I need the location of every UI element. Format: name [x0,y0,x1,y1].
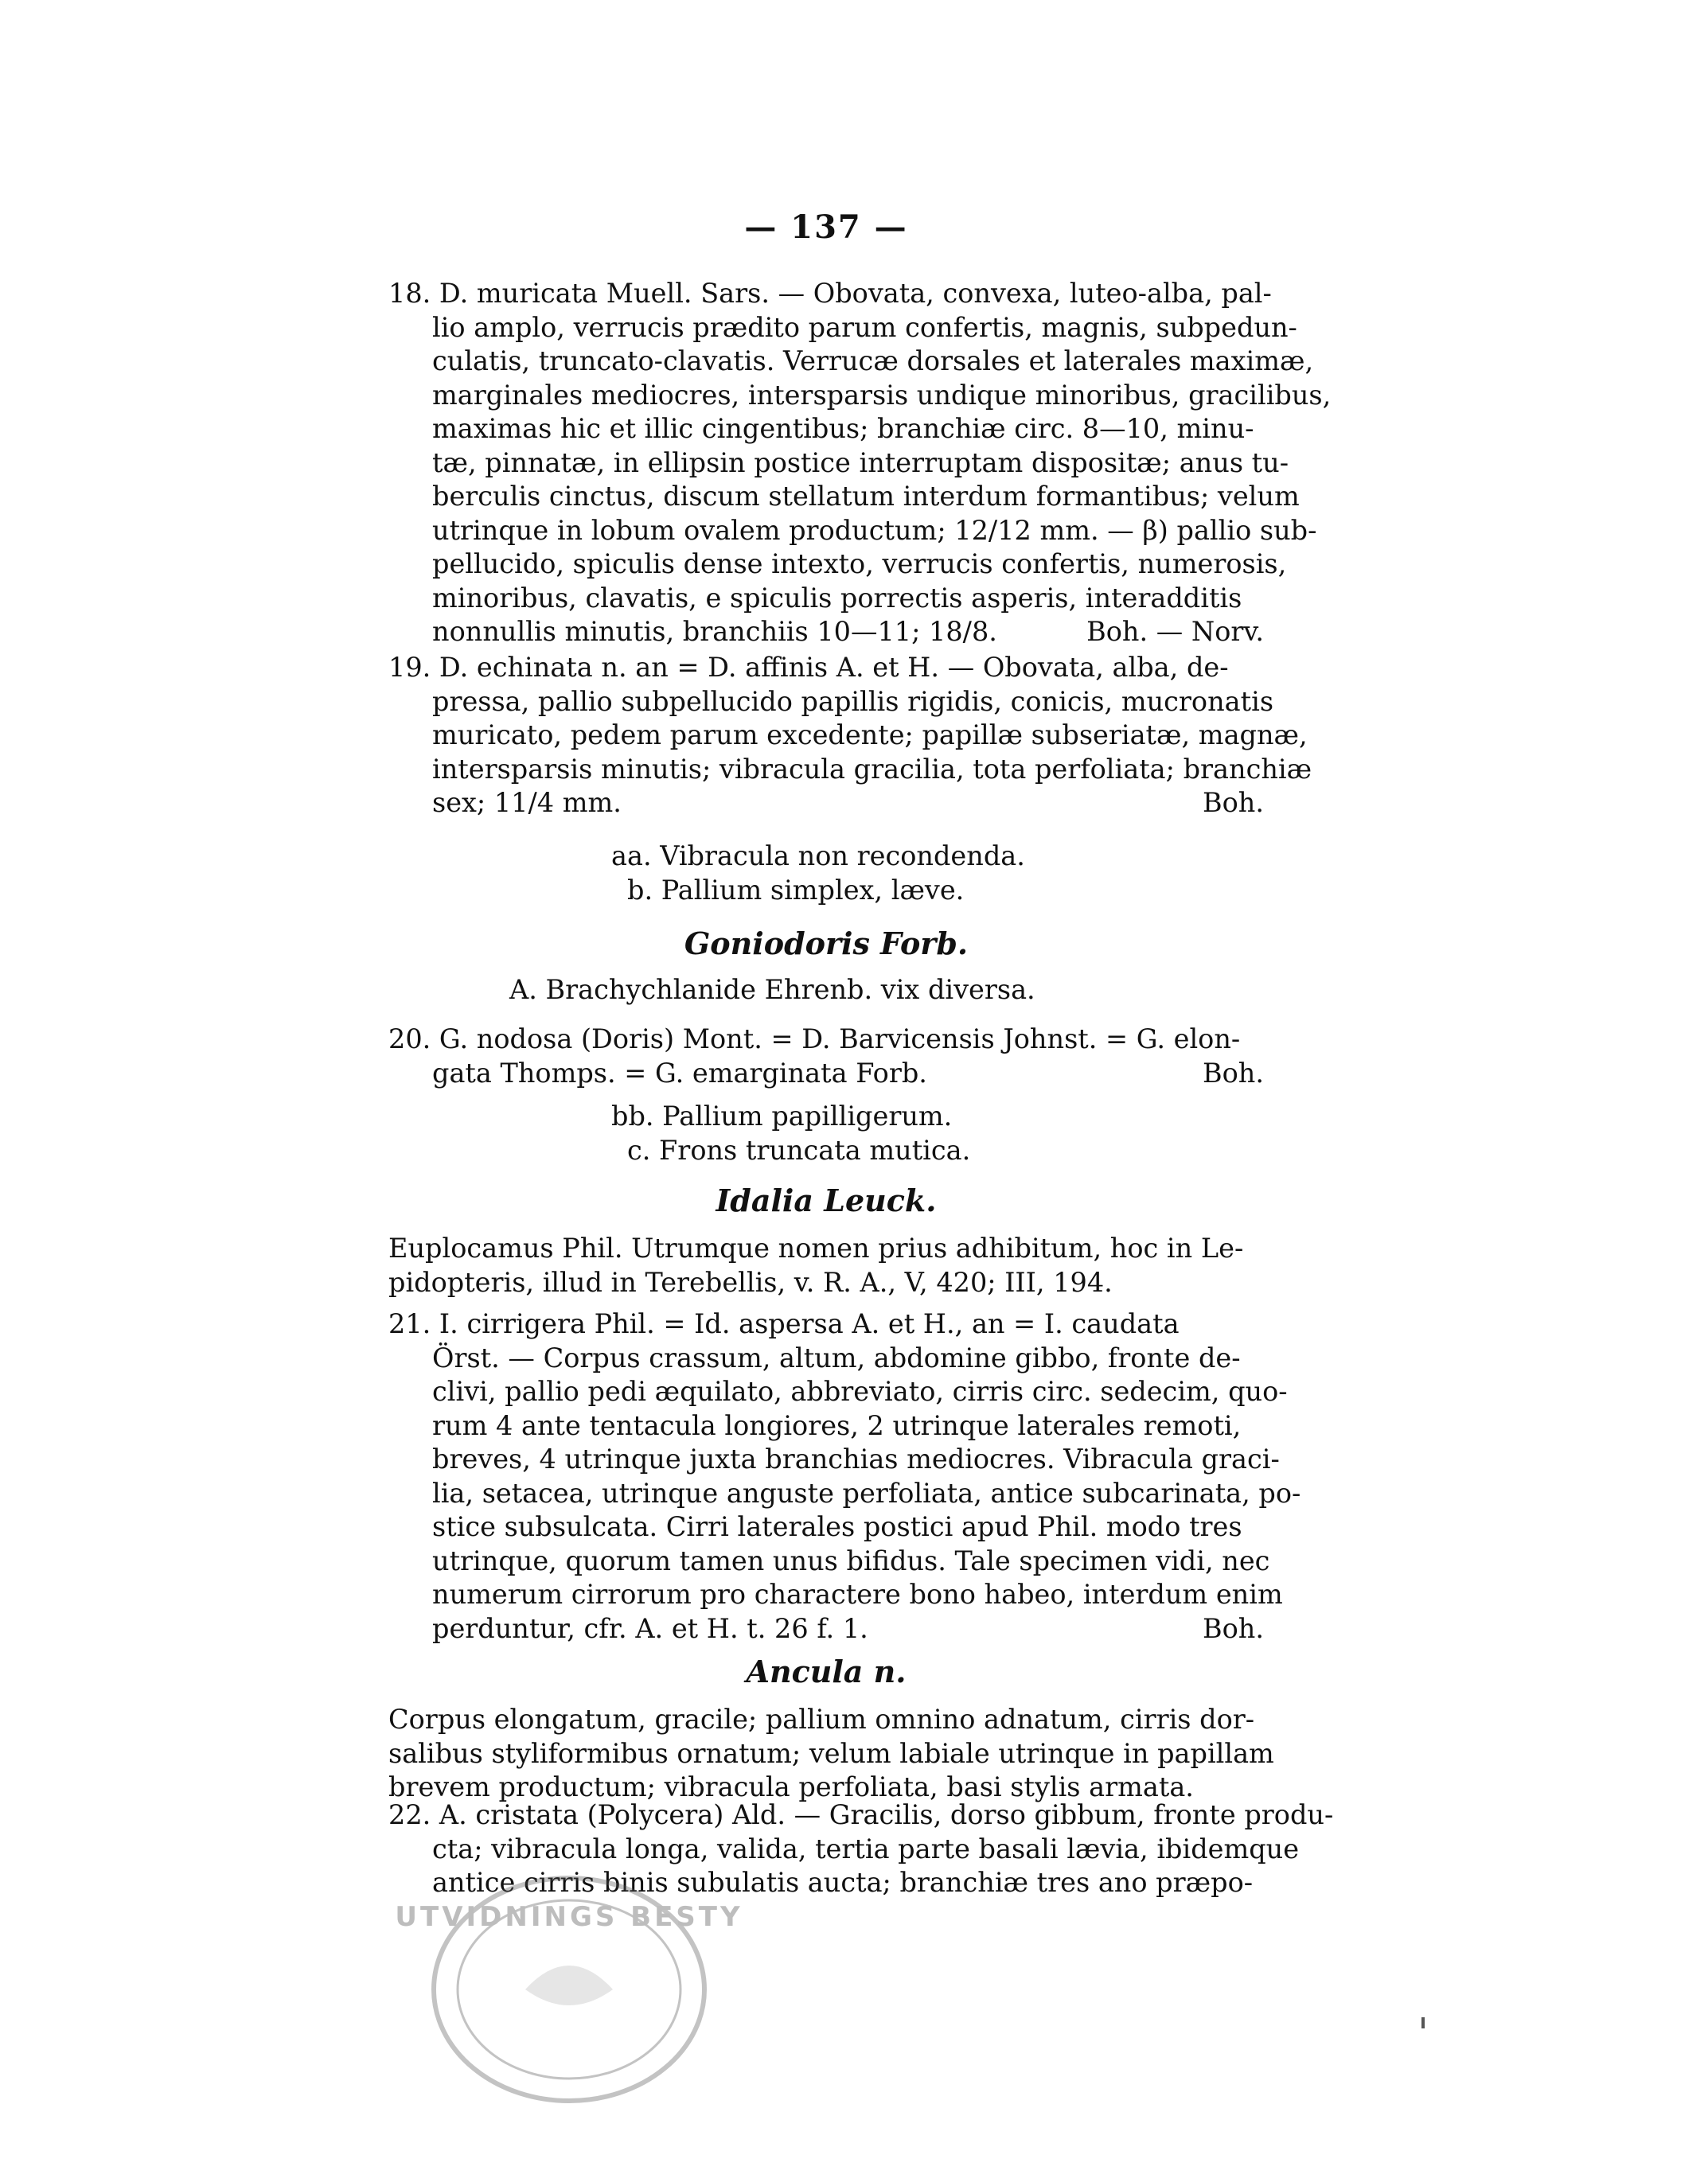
text-line: tæ, pinnatæ, in ellipsin postice interruptam dispositæ; anus tu- [432,446,1289,478]
locality-label: Boh. [1202,787,1264,818]
text-line: gata Thomps. = G. emarginata Forb. Boh. [388,1057,1264,1091]
text-line: lio amplo, verrucis prædito parum confertis, magnis, subpedun- [432,311,1297,343]
genus-heading-idalia: Idalia Leuck. [716,1183,937,1218]
text-line: brevem productum; vibracula perfoliata, basi stylis armata. [388,1771,1194,1802]
text-line: salibus styliformibus ornatum; velum labiale utrinque in papillam [388,1737,1274,1769]
locality-label: Boh. — Norv. [1086,616,1264,647]
text-line: minoribus, clavatis, e spiculis porrectis asperis, interadditis [432,582,1242,614]
text-line: marginales mediocres, intersparsis undique minoribus, gracilibus, [432,379,1332,411]
text-line: maximas hic et illic cingentibus; branchiæ circ. 8—10, minu- [432,413,1254,444]
text-line: 19. D. echinata n. an = D. affinis A. et H. — Obovata, alba, de- [388,652,1229,683]
text-line: pellucido, spiculis dense intexto, verrucis confertis, numerosis, [432,548,1287,579]
text-line: stice subsulcata. Cirri laterales postici apud Phil. modo tres [432,1511,1242,1542]
text-line: rum 4 ante tentacula longiores, 2 utrinque laterales remoti, [432,1409,1242,1441]
text-line: berculis cinctus, discum stellatum interdum formantibus; velum [432,481,1300,512]
entry-20 [388,1023,1264,1090]
svg-text:UTVIDNINGS BESTY: UTVIDNINGS BESTY [395,1901,743,1933]
key-b: b. Pallium simplex, læve. [627,875,965,906]
key-A: A. Brachychlanide Ehrenb. vix diversa. [509,974,1035,1005]
text-line: 22. A. cristata (Polycera) Ald. — Gracilis, dorso gibbum, fronte produ- [388,1799,1334,1830]
text-line: lia, setacea, utrinque anguste perfoliata, antice subcarinata, po- [432,1477,1301,1509]
entry-18 [388,277,1332,649]
text-line: sex; 11/4 mm. Boh. [388,786,1264,820]
text-line: nonnullis minutis, branchiis 10—11; 18/8. Boh. — Norv. [388,615,1264,649]
text-line: antice cirris binis subulatis aucta; branchiæ tres ano præpo- [432,1867,1254,1898]
text-line: 20. G. nodosa (Doris) Mont. = D. Barvicensis Johnst. = G. elon- [388,1023,1241,1054]
text-line: clivi, pallio pedi æquilato, abbreviato, cirris circ. sedecim, quo- [432,1376,1288,1407]
text-line: muricato, pedem parum excedente; papillæ subseriatæ, magnæ, [432,719,1308,750]
genus-description-ancula [388,1703,1274,1805]
genus-heading-goniodoris: Goniodoris Forb. [684,925,969,961]
text-line: pressa, pallio subpellucido papillis rigidis, conicis, mucronatis [432,685,1274,717]
text-line: breves, 4 utrinque juxta branchias mediocres. Vibracula graci- [432,1444,1280,1475]
text-line: Corpus elongatum, gracile; pallium omnino adnatum, cirris dor- [388,1704,1255,1735]
genus-heading-ancula: Ancula n. [746,1654,907,1689]
library-stamp [395,1870,743,2045]
text-line: perduntur, cfr. A. et H. t. 26 f. 1. Boh. [388,1612,1264,1646]
key-c: c. Frons truncata mutica. [627,1135,971,1166]
text-line: culatis, truncato-clavatis. Verrucæ dorsales et laterales maximæ, [432,345,1314,376]
text-line: utrinque, quorum tamen unus bifidus. Tale specimen vidi, nec [432,1545,1270,1576]
page-number: — 137 — [744,208,908,246]
key-bb: bb. Pallium papilligerum. [611,1101,953,1132]
text-line: numerum cirrorum pro charactere bono habeo, interdum enim [432,1579,1283,1610]
entry-19 [388,651,1312,820]
text-line: intersparsis minutis; vibracula gracilia, tota perfoliata; branchiæ [432,753,1312,785]
text-line: 21. I. cirrigera Phil. = Id. aspersa A. et H., an = I. caudata [388,1308,1180,1339]
text-line: cta; vibracula longa, valida, tertia parte basali lævia, ibidemque [432,1833,1300,1864]
text-line: Euplocamus Phil. Utrumque nomen prius adhibitum, hoc in Le- [388,1233,1244,1264]
text-line: 18. D. muricata Muell. Sars. — Obovata, convexa, luteo-alba, pal- [388,278,1272,309]
scan-mark [1421,2017,1425,2028]
text-line: utrinque in lobum ovalem productum; 12/12 mm. — β) pallio sub- [432,514,1317,546]
text-line: Örst. — Corpus crassum, altum, abdomine gibbo, fronte de- [432,1342,1241,1373]
key-aa: aa. Vibracula non recondenda. [611,840,1025,871]
locality-label: Boh. [1202,1612,1264,1644]
locality-label: Boh. [1202,1057,1264,1089]
note-euplocamus [388,1232,1264,1299]
text-line: pidopteris, illud in Terebellis, v. R. A., V, 420; III, 194. [388,1266,1113,1298]
entry-21 [388,1307,1301,1646]
